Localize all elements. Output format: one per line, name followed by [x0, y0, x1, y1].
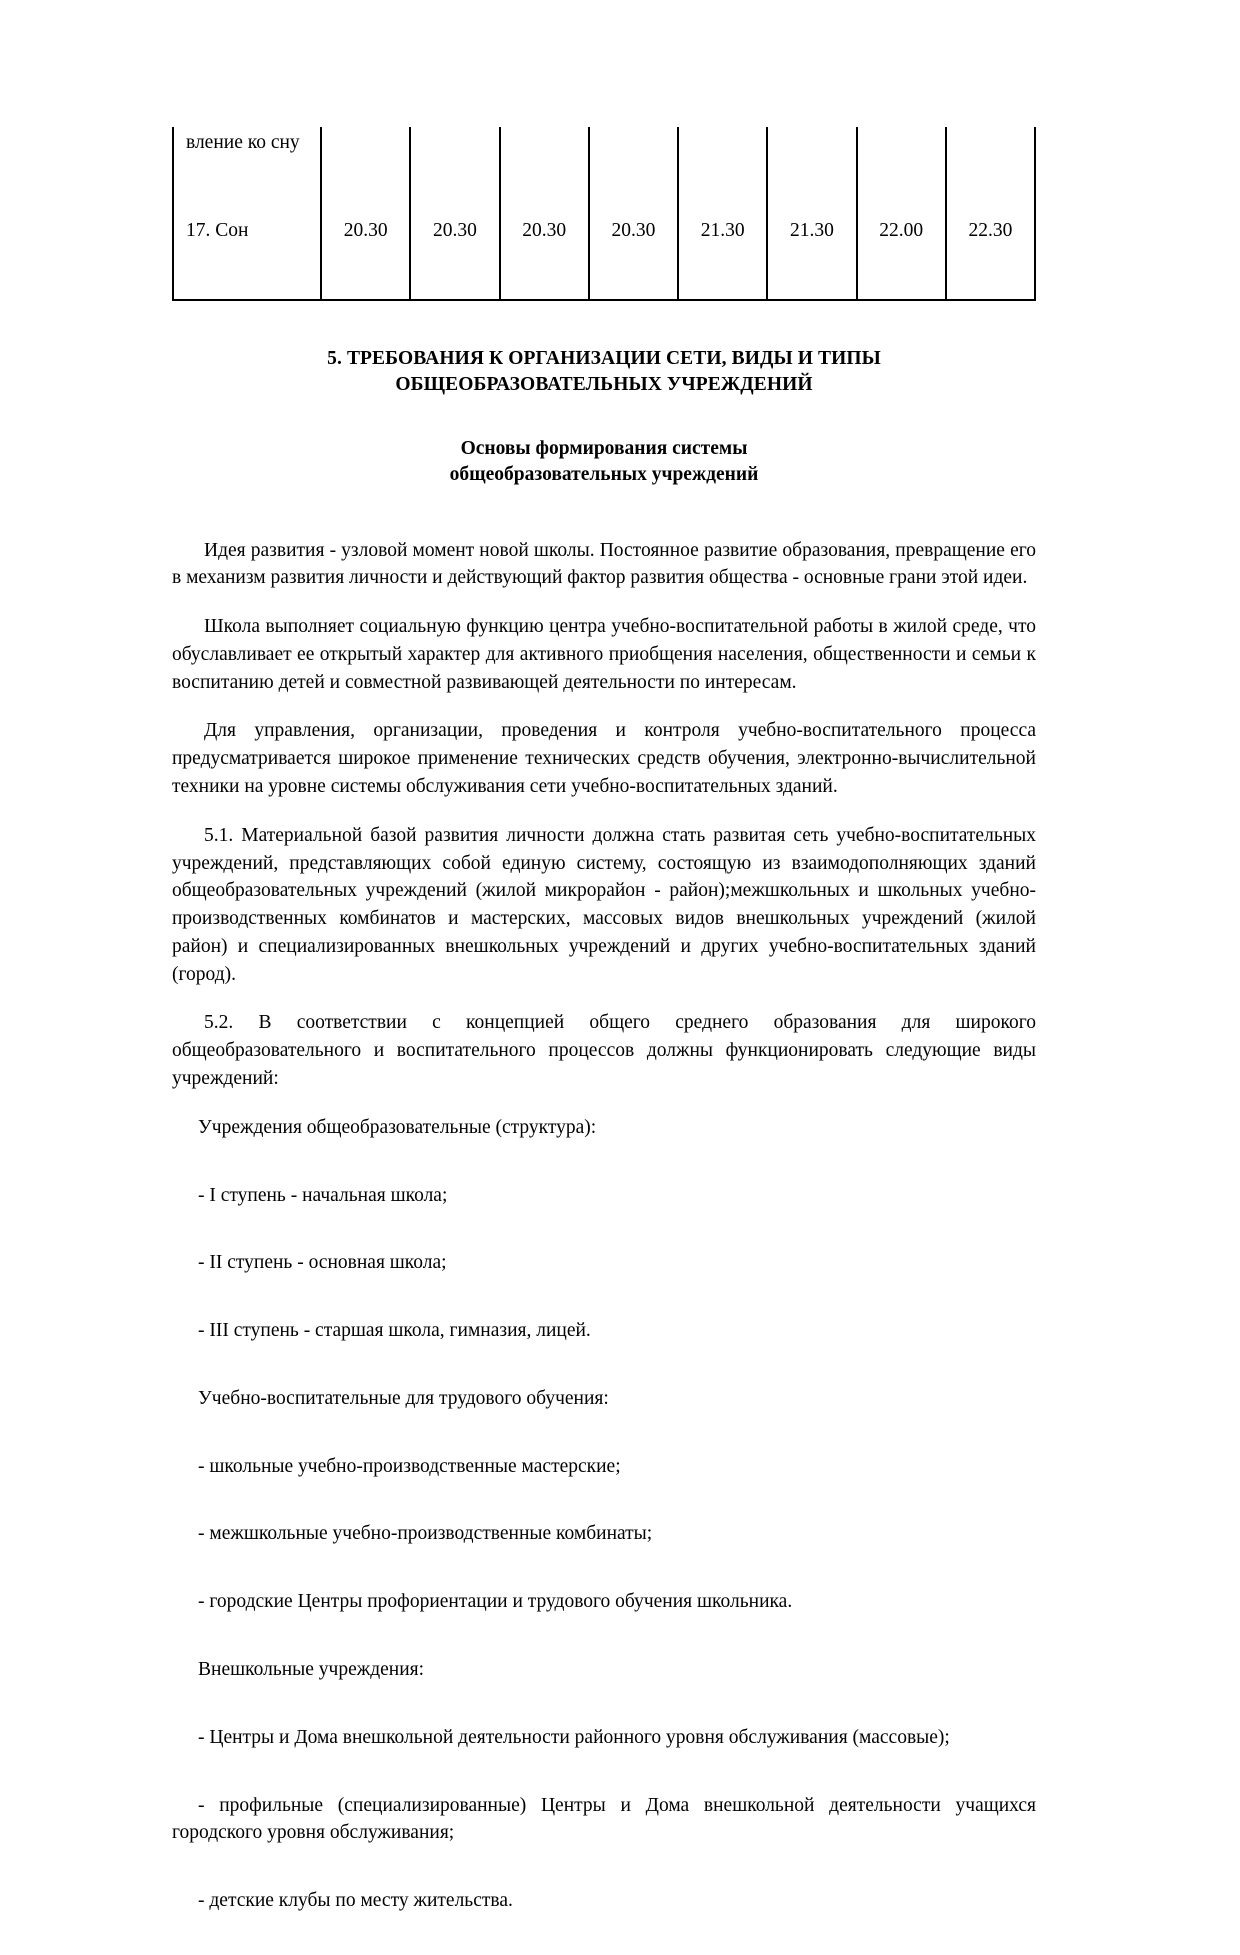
list-heading-extracurricular: Внешкольные учреждения:	[198, 1659, 425, 1681]
table-cell-value: 20.30	[410, 209, 499, 300]
table-cell-value: 20.30	[321, 209, 410, 300]
table-cell-value: 22.00	[857, 209, 946, 300]
list-heading-general-education: Учреждения общеобразовательные (структура):	[198, 1116, 597, 1138]
paragraph-5-2: 5.2. В соответствии с концепцией общего среднего образования для широкого общеобразовательного и воспитательного процессов должны функционировать следующие виды учреждений:	[172, 1012, 1036, 1089]
section-heading-line-1: 5. ТРЕБОВАНИЯ К ОРГАНИЗАЦИИ СЕТИ, ВИДЫ И ТИПЫ	[327, 348, 881, 369]
table-row	[173, 127, 1035, 209]
table-cell-value: 20.30	[500, 209, 589, 300]
schedule-table-wrapper	[172, 127, 1036, 301]
list-item: - I ступень - начальная школа;	[198, 1184, 448, 1206]
list-heading-labour-training: Учебно-воспитательные для трудового обучения:	[198, 1387, 609, 1409]
table-cell-value	[857, 127, 946, 209]
daily-regimen-schedule-table	[172, 127, 1036, 301]
table-cell-value	[678, 127, 767, 209]
table-cell-value: 21.30	[678, 209, 767, 300]
paragraph-5-1: 5.1. Материальной базой развития личности должна стать развитая сеть учебно-воспитательных учреждений, представляющих собой единую систему, состоящую из взаимодополняющих зданий общеобразовательных учреждений (жилой микрорайон - район);межшкольных и школьных учебно-производственных комбинатов и мастерских, массовых видов внешкольных учреждений (жилой район) и специализированных внешкольных учреждений и других учебно-воспитательных зданий (город).	[172, 824, 1036, 985]
table-cell-value	[321, 127, 410, 209]
table-cell-value: 20.30	[589, 209, 678, 300]
table-cell-row-label	[173, 127, 321, 209]
paragraph-shkola-funkciya: Школа выполняет социальную функцию центра учебно-воспитательной работы в жилой среде, что обуславливает ее открытый характер для активного приобщения населения, общественности и семьи к воспитанию детей и совместной развивающей деятельности по интересам.	[172, 616, 1036, 693]
table-cell-value	[589, 127, 678, 209]
subsection-heading-line-1: Основы формирования системы	[460, 438, 748, 460]
row-label-text-line1: вление ко сну	[186, 132, 300, 153]
list-item: - Центры и Дома внешкольной деятельности районного уровня обслуживания (массовые);	[198, 1726, 950, 1748]
table-cell-value: 22.30	[946, 209, 1035, 300]
paragraph-upravlenie-organizaciya: Для управления, организации, проведения и контроля учебно-воспитательного процесса предусматривается широкое применение технических средств обучения, электронно-вычислительной техники на уровне системы обслуживания сети учебно-воспитательных зданий.	[172, 720, 1036, 797]
table-cell-value	[500, 127, 589, 209]
list-item: - III ступень - старшая школа, гимназия, лицей.	[198, 1320, 591, 1342]
list-item: - межшкольные учебно-производственные комбинаты;	[198, 1523, 653, 1545]
list-item: - профильные (специализированные) Центры и Дома внешкольной деятельности учащихся городского уровня обслуживания;	[172, 1794, 1036, 1844]
list-item: - школьные учебно-производственные мастерские;	[198, 1455, 621, 1477]
table-cell-value	[767, 127, 856, 209]
subsection-heading-block	[172, 436, 1036, 488]
list-item: - детские клубы по месту жительства.	[198, 1890, 513, 1912]
table-row	[173, 209, 1035, 300]
table-cell-value: 21.30	[767, 209, 856, 300]
subsection-heading-line-2: общеобразовательных учреждений	[449, 464, 759, 486]
table-cell-value	[946, 127, 1035, 209]
page-content	[172, 0, 1036, 1955]
table-cell-value	[410, 127, 499, 209]
list-item: - II ступень - основная школа;	[198, 1252, 447, 1274]
list-item: - городские Центры профориентации и трудового обучения школьника.	[198, 1591, 793, 1613]
paragraph-idea-razvitiya: Идея развития - узловой момент новой школы. Постоянное развитие образования, превращение его в механизм развития личности и действующий фактор развития общества - основные грани этой идеи.	[172, 539, 1036, 589]
section-heading-block	[172, 346, 1036, 398]
table-cell-row-label: 17. Сон	[173, 209, 321, 300]
section-heading-line-2: ОБЩЕОБРАЗОВАТЕЛЬНЫХ УЧРЕЖДЕНИЙ	[395, 374, 813, 396]
